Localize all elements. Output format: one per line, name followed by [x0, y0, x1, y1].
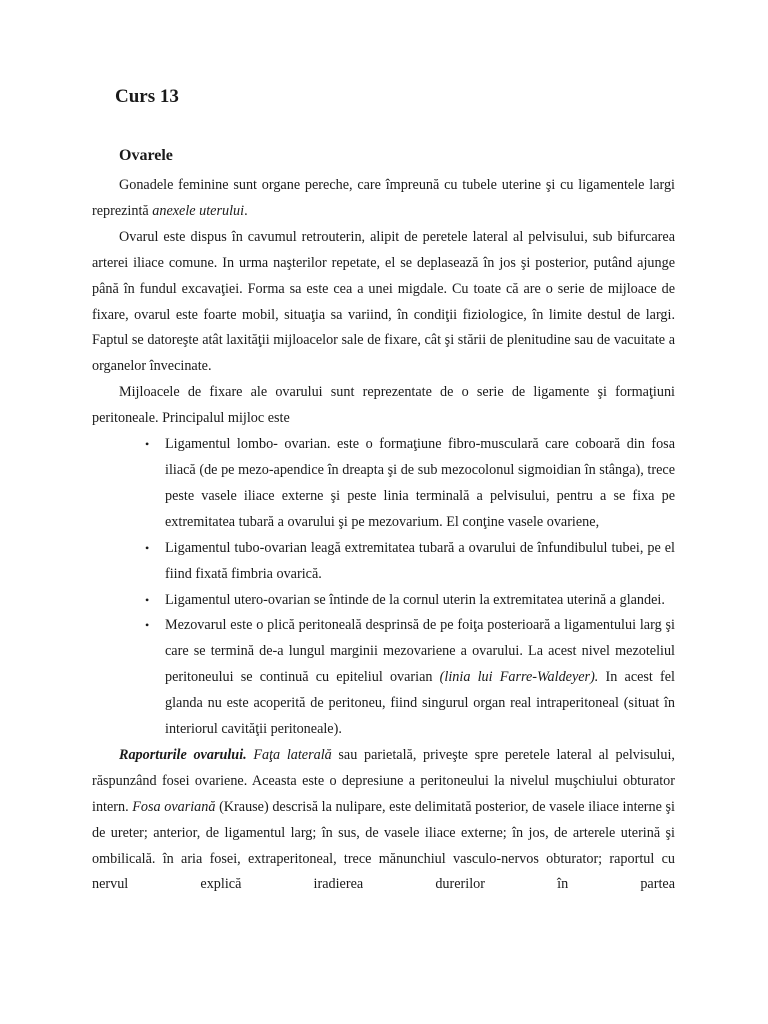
list-item-text: Ligamentul lombo- ovarian. este o formaţiune fibro-musculară care coboară din fosa iliacă (de pe mezo-apendice în dreapta şi de sub mezocolonul sigmoidian în stânga), trece peste vasele iliace externe şi peste linia terminală a pelvisului, pentru a se fixa pe extremitatea tubară a ovarului şi pe mezovarium. El conţine vasele ovariene,: [165, 436, 675, 530]
paragraph-text: .: [244, 202, 248, 219]
paragraph-relations: [92, 743, 675, 898]
document-body: [92, 173, 675, 898]
list-item: [145, 432, 675, 536]
ligament-list: [92, 432, 675, 743]
paragraph-text: sau parietală, priveşte spre peretele lateral al pelvisului, răspunzând fosei ovariene. Aceasta este o depresiune a peritoneului la nivelul muşchiului obturator intern.: [92, 746, 675, 815]
section-title: Ovarele: [119, 147, 173, 164]
paragraph-intro: [92, 173, 675, 225]
list-item: [145, 536, 675, 588]
list-item: [145, 588, 675, 614]
list-item-text: Ligamentul utero-ovarian se întinde de la cornul uterin la extremitatea uterină a glandei.: [165, 591, 665, 608]
italic-term: (linia lui Farre-Waldeyer).: [439, 669, 599, 686]
paragraph-text: Gonadele feminine sunt organe pereche, care împreună cu tubele uterine şi cu ligamentele largi reprezintă: [92, 177, 675, 219]
paragraph-position: Ovarul este dispus în cavumul retrouterin, alipit de peretele lateral al pelvisului, sub bifurcarea arterei iliace comune. In urma naşterilor repetate, el se deplasează în jos şi posterior, putând ajunge până în fundul excavaţiei. Forma sa este cea a unei migdale. Cu toate că are o serie de mijloace de fixare, ovarul este foarte mobil, situaţia sa variind, în condiţii fiziologice, în limite destul de largi. Faptul se datoreşte atât laxităţii mijloacelor sale de fixare, cât şi stării de plenitudine sau de vacuitate a organelor învecinate.: [92, 228, 675, 375]
paragraph-fixation: Mijloacele de fixare ale ovarului sunt reprezentate de o serie de ligamente şi formaţiuni peritoneale. Principalul mijloc este: [92, 384, 675, 427]
list-item: [145, 613, 676, 743]
bullet-icon: •: [145, 592, 150, 607]
course-title: Curs 13: [115, 86, 179, 107]
italic-term: Faţa laterală: [253, 746, 332, 763]
section-lead: Raporturile ovarului.: [119, 746, 247, 763]
list-item-text: Mezovarul este o plică peritoneală desprinsă de pe foiţa posterioară a ligamentului larg şi care se termină de-a lungul marginii mezovariene a ovarului. La acest nivel mezoteliul peritoneului se continuă cu epiteliul ovarian: [165, 617, 675, 686]
italic-term: anexele uterului: [152, 202, 245, 219]
bullet-icon: •: [145, 618, 150, 633]
bullet-icon: •: [145, 437, 150, 452]
list-item-text: In acest fel glanda nu este acoperită de peritoneu, fiind singurul organ real intraperitoneal (situat în interiorul cavităţii peritoneale).: [165, 669, 676, 738]
list-item-text: Ligamentul tubo-ovarian leagă extremitatea tubară a ovarului de înfundibulul tubei, pe el fiind fixată fimbria ovarică.: [165, 539, 675, 582]
bullet-icon: •: [145, 540, 150, 555]
paragraph-text: (Krause) descrisă la nulipare, este delimitată posterior, de vasele iliace interne şi de ureter; anterior, de ligamentul larg; în sus, de vasele iliace externe; în jos, de arterele uterină şi ombilicală. în aria fosei, extraperitoneal, trece mănunchiul vasculo-nervos obturator; raportul cu nervul explică iradierea durerilor în partea: [92, 798, 675, 893]
italic-term: Fosa ovariană: [132, 798, 216, 815]
